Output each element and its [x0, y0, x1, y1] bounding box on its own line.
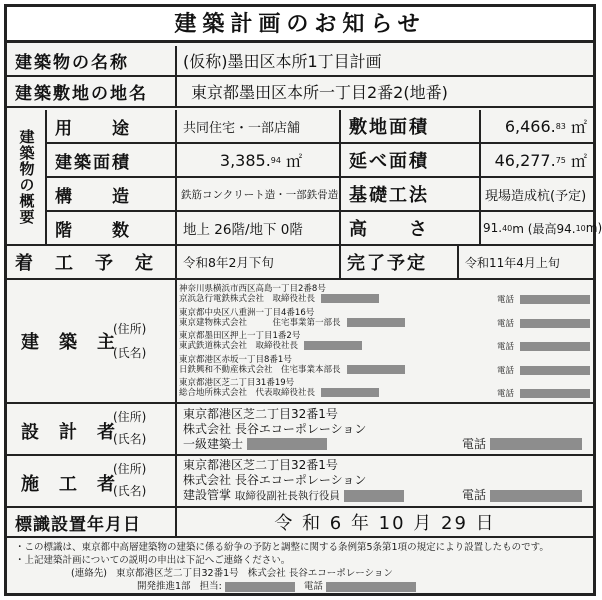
floor-area-label: 延べ面積: [341, 144, 481, 176]
building-area-value: 3,385. 94 ㎡: [177, 144, 341, 176]
redacted-name: [347, 318, 405, 327]
contact-address: 東京都港区芝二丁目32番1号: [115, 568, 239, 579]
contact-label: (連絡先): [71, 568, 107, 579]
posted-value: 令 和 6 年 10 月 29 日: [274, 513, 496, 534]
structure-value: 鉄筋コンクリート造・一部鉄骨造: [177, 178, 341, 210]
contractor-role: 建設管掌: [183, 488, 232, 502]
start-label: 着 工 予 定: [7, 246, 177, 278]
contact-tel-label: 電話: [303, 581, 323, 592]
overview-vertical-label: 建築物の概要: [7, 110, 47, 246]
designer-label: 設 計 者: [21, 422, 116, 443]
overview-row-2: [47, 144, 593, 178]
contractor-row: [7, 456, 593, 508]
notes-dept-line: [15, 580, 589, 593]
contractor-name-label: (氏名): [113, 484, 147, 498]
posted-row: [7, 508, 593, 538]
owner-entry-name: 総合地所株式会社 代表取締役社長: [179, 388, 379, 398]
designer-name-label: (氏名): [113, 432, 147, 446]
owner-entry: [179, 355, 405, 375]
designer-person-line: [183, 437, 583, 452]
start-value: 令和8年2月下旬: [177, 246, 341, 278]
height-value: 91. 40 m (最高94. 10 m): [483, 221, 602, 236]
designer-company: 株式会社 長谷エコーポレーション: [183, 421, 367, 436]
redacted-phone: [490, 490, 582, 502]
owner-entry-address: 東京都港区赤坂一丁目8番1号: [179, 354, 292, 365]
owner-address-label: (住所): [113, 322, 147, 336]
posted-label: 標識設置年月日: [7, 508, 177, 536]
owner-entry: [179, 378, 379, 398]
contact-dept: 開発推進1部: [137, 581, 191, 592]
owner-entry-tel: 電話: [497, 293, 590, 305]
redacted-name: [304, 341, 362, 350]
contact-company: 株式会社 長谷エコーポレーション: [247, 568, 393, 579]
completion-label: 完了予定: [341, 246, 459, 278]
notes-contact-line: [15, 567, 589, 580]
redacted-name: [225, 582, 295, 592]
owner-label: 建 築 主: [21, 332, 116, 353]
owner-entry: [179, 284, 379, 304]
redacted-phone: [520, 389, 590, 398]
contractor-person: 取締役副社長執行役員: [234, 490, 340, 502]
overview-row-4: [47, 212, 602, 246]
redacted-name: [344, 490, 404, 502]
building-name-value: (仮称)墨田区本所1丁目計画: [183, 52, 382, 71]
use-label: 用 途: [47, 110, 177, 142]
notice-title: 建築計画のお知らせ: [7, 7, 593, 43]
contractor-address-label: (住所): [113, 462, 147, 476]
contractor-person-line: [183, 488, 583, 504]
contact-person-label: 担当:: [199, 581, 222, 592]
floors-label: 階 数: [47, 212, 177, 244]
owner-entry-name: 東京建物株式会社 住宅事業第一部長: [179, 318, 405, 328]
designer-detail: [177, 404, 593, 454]
overview-row-3: [47, 178, 593, 212]
designer-address: 東京都港区芝二丁目32番1号: [183, 406, 338, 421]
structure-label: 構 造: [47, 178, 177, 210]
redacted-phone: [520, 342, 590, 351]
redacted-phone: [520, 295, 590, 304]
owner-entry-tel: 電話: [497, 317, 590, 329]
owner-name-label: (氏名): [113, 346, 147, 360]
owner-entry-address: 東京都港区芝二丁目31番19号: [179, 378, 295, 388]
owner-label-cell: [7, 280, 177, 402]
height-label: 高 さ: [341, 212, 481, 244]
building-name-label: 建築物の名称: [7, 46, 177, 75]
contractor-tel-label: 電話: [462, 488, 487, 502]
designer-address-label: (住所): [113, 410, 147, 424]
designer-person: 一級建築士: [183, 436, 244, 451]
building-name-row: [7, 46, 593, 77]
redacted-phone: [520, 366, 590, 375]
floor-area-value: 46,277. 75 ㎡: [494, 150, 587, 171]
notes-line-2: ・上記建築計画についての説明の申出は下記へご連絡ください。: [15, 555, 291, 566]
owner-entry-name: 東武鉄道株式会社 取締役社長: [179, 341, 362, 351]
designer-label-cell: [7, 404, 177, 454]
redacted-phone: [520, 319, 590, 328]
notes-line-1: ・この標識は、東京都中高層建築物の建築に係る紛争の予防と調整に関する条例第5条第1項の規定により設置したものです。: [15, 542, 549, 553]
owner-entry: [179, 331, 362, 351]
contractor-label: 施 工 者: [21, 474, 116, 495]
contractor-address: 東京都港区芝二丁目32番1号: [183, 458, 338, 472]
redacted-phone: [490, 438, 582, 450]
site-address-value: 東京都墨田区本所一丁目2番2(地番): [191, 83, 448, 102]
contractor-company: 株式会社 長谷エコーポレーション: [183, 473, 367, 487]
site-area-value: 6,466. 83 ㎡: [504, 116, 587, 137]
notice-board: [4, 4, 602, 596]
owner-entry-address: 神奈川県横浜市西区高島一丁目2番8号: [179, 284, 326, 294]
designer-tel-label: 電話: [462, 436, 487, 451]
owner-entry-address: 東京都墨田区押上一丁目1番2号: [179, 331, 301, 341]
owner-entry-tel: 電話: [497, 364, 590, 376]
owner-entry-tel: 電話: [497, 387, 590, 399]
owner-entry-name: 日鉄興和不動産株式会社 住宅事業本部長: [179, 365, 405, 375]
designer-row: [7, 404, 593, 456]
foundation-value: 現場造成杭(予定): [485, 188, 587, 204]
use-value: 共同住宅・一部店舗: [177, 110, 341, 142]
contractor-label-cell: [7, 456, 177, 506]
redacted-name: [347, 365, 405, 374]
owner-entry-tel: 電話: [497, 340, 590, 352]
floors-value: 地上 26階/地下 0階: [177, 212, 341, 244]
site-area-label: 敷地面積: [341, 110, 481, 142]
foundation-label: 基礎工法: [341, 178, 481, 210]
overview-row-1: [47, 110, 593, 144]
redacted-name: [247, 438, 327, 450]
schedule-row: [7, 246, 593, 280]
notes: [15, 541, 589, 593]
building-area-label: 建築面積: [47, 144, 177, 176]
site-address-label: 建築敷地の地名: [7, 77, 177, 106]
contractor-detail: [177, 456, 593, 506]
owner-entry-address: 東京都中央区八重洲一丁目4番16号: [179, 307, 315, 318]
owner-entry-name: 京浜急行電鉄株式会社 取締役社長: [179, 294, 379, 304]
redacted-name: [321, 388, 379, 397]
redacted-phone: [326, 582, 416, 592]
owner-entry: [179, 308, 405, 328]
redacted-name: [321, 294, 379, 303]
completion-value: 令和11年4月上旬: [465, 255, 560, 270]
site-address-row: [7, 77, 593, 108]
